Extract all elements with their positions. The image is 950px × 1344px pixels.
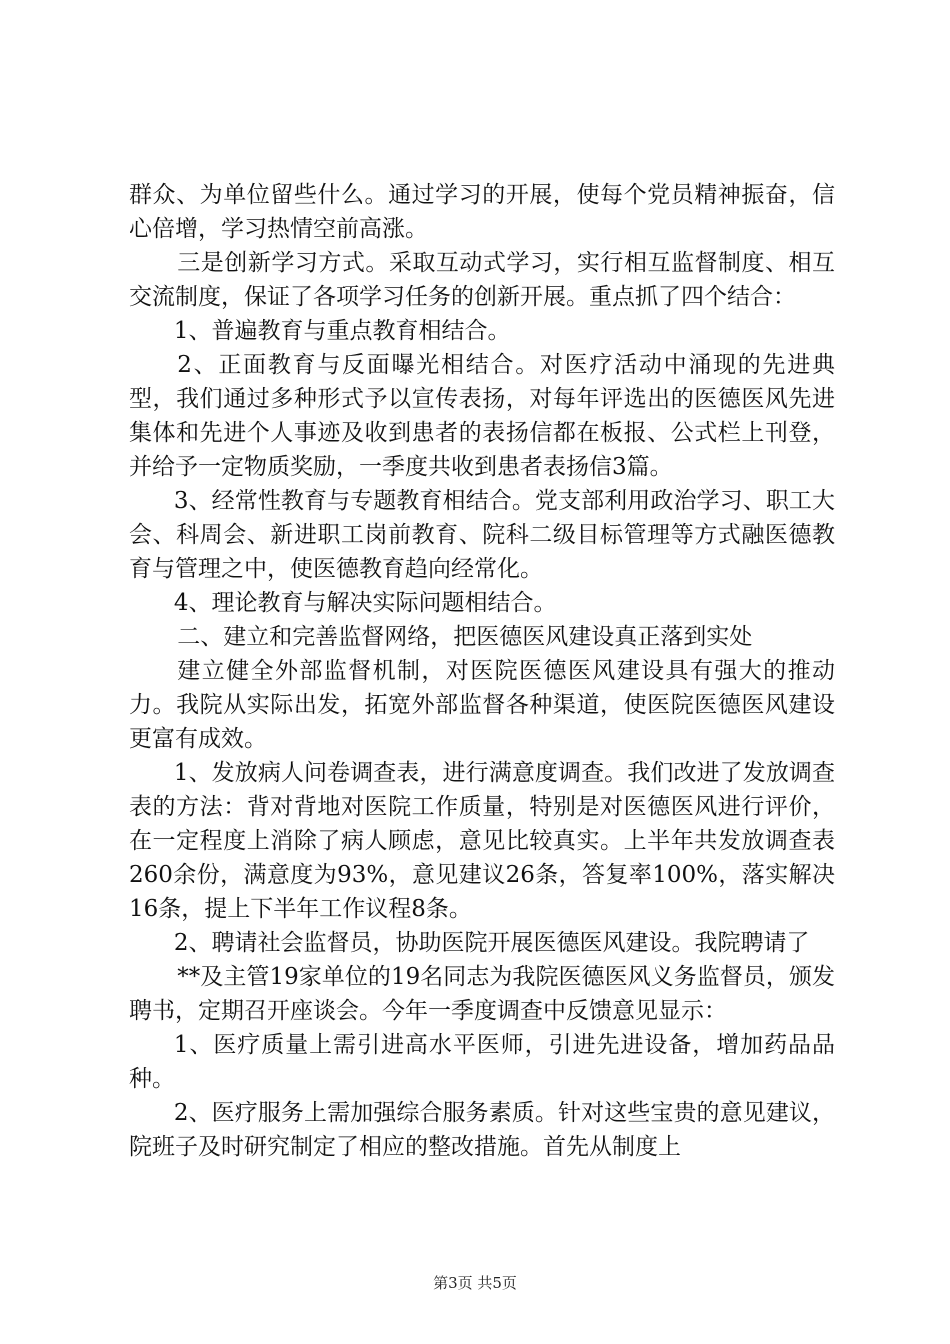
paragraph-9: 1、发放病人问卷调查表，进行满意度调查。我们改进了发放调查表的方法：背对背地对医院工作质量，特别是对医德医风进行评价，在一定程度上消除了病人顾虑，意见比较真实。上半年共发放调查表260余份，满意度为93%，意见建议26条，答复率100%，落实解决16条，提上下半年工作议程8条。: [129, 760, 835, 922]
paragraph-4: 2、正面教育与反面曝光相结合。对医疗活动中涌现的先进典型，我们通过多种形式予以宣传表扬，对每年评选出的医德医风先进集体和先进个人事迹及收到患者的表扬信都在板报、公式栏上刊登，并给予一定物质奖励，一季度共收到患者表扬信3篇。: [129, 352, 835, 480]
paragraph-11: **及主管19家单位的19名同志为我院医德医风义务监督员，颁发聘书，定期召开座谈会。今年一季度调查中反馈意见显示：: [129, 964, 835, 1024]
paragraph-1: 群众、为单位留些什么。通过学习的开展，使每个党员精神振奋，信心倍增，学习热情空前高涨。: [129, 182, 835, 242]
paragraph-6: 4、理论教育与解决实际问题相结合。: [173, 590, 557, 616]
section-heading-2: 二、建立和完善监督网络，把医德医风建设真正落到实处: [177, 624, 753, 650]
paragraph-5: 3、经常性教育与专题教育相结合。党支部利用政治学习、职工大会、科周会、新进职工岗前教育、院科二级目标管理等方式融医德教育与管理之中，使医德教育趋向经常化。: [129, 488, 835, 582]
document-body: [129, 178, 835, 1164]
paragraph-3: 1、普遍教育与重点教育相结合。: [173, 318, 511, 344]
paragraph-13: 2、医疗服务上需加强综合服务素质。针对这些宝贵的意见建议，院班子及时研究制定了相应的整改措施。首先从制度上: [129, 1100, 835, 1160]
page-footer: 第3页 共5页: [433, 1274, 517, 1292]
paragraph-2: 三是创新学习方式。采取互动式学习，实行相互监督制度、相互交流制度，保证了各项学习任务的创新开展。重点抓了四个结合：: [129, 250, 835, 310]
paragraph-8: 建立健全外部监督机制，对医院医德医风建设具有强大的推动力。我院从实际出发，拓宽外部监督各种渠道，使医院医德医风建设更富有成效。: [129, 658, 835, 752]
paragraph-10: 2、聘请社会监督员，协助医院开展医德医风建设。我院聘请了: [173, 930, 810, 956]
paragraph-12: 1、医疗质量上需引进高水平医师，引进先进设备，增加药品品种。: [129, 1032, 835, 1092]
